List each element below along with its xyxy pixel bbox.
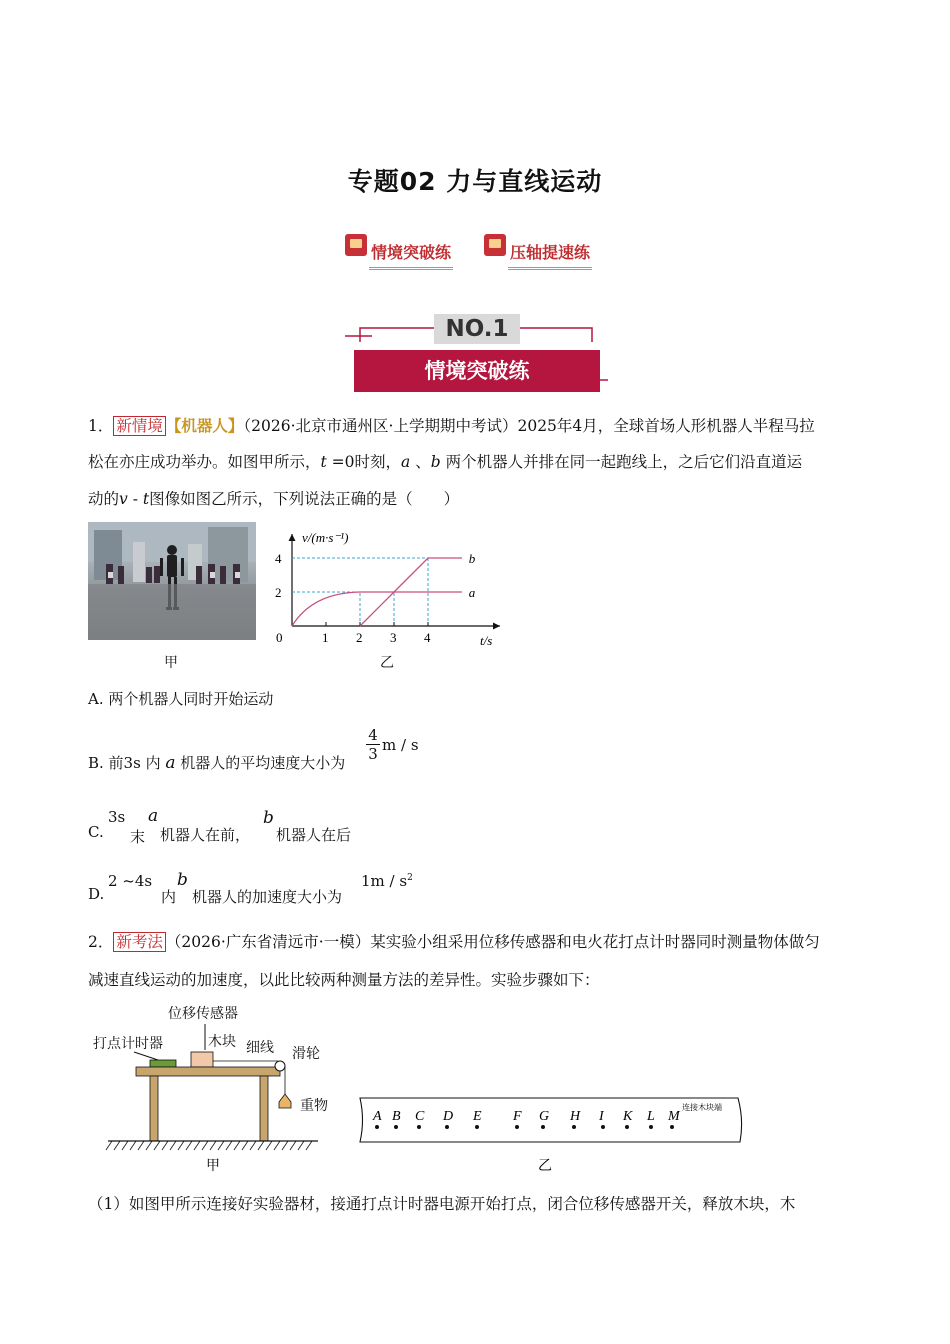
weight-icon <box>279 1094 291 1108</box>
tape-point-label: A <box>373 1109 382 1124</box>
q2-source: （2026·广东省清远市·一模） <box>165 933 371 951</box>
hatch-line <box>114 1141 120 1150</box>
y-axis-label: v/(m·s⁻¹) <box>302 530 349 545</box>
var-a: a <box>401 453 411 471</box>
q2-number: 2． <box>88 933 114 951</box>
caption-jia: 甲 <box>164 655 178 671</box>
hatch-line <box>242 1141 248 1150</box>
tape-point-label: D <box>443 1109 454 1124</box>
q2-line2: 减速直线运动的加速度，以此比较两种测量方法的差异性。实验步骤如下： <box>88 971 600 989</box>
q1-line1 <box>88 407 864 445</box>
x-tick-label: 1 <box>322 630 329 645</box>
label-block: 木块 <box>208 1033 236 1049</box>
x-tick-label: 4 <box>424 630 431 645</box>
tab-label: 情境突破练 <box>369 240 453 270</box>
q1-line2 <box>88 444 864 481</box>
hatch-line <box>154 1141 160 1150</box>
q2-tag: 新考法 <box>113 932 166 952</box>
tab-icon <box>484 234 506 256</box>
robot-marathon-photo <box>88 522 256 640</box>
option-c-tail: 机器人在后 <box>276 826 352 844</box>
hatch-line <box>290 1141 296 1150</box>
text: 松在亦庄成功举办。如图甲所示， <box>88 453 321 471</box>
text: 时刻， <box>354 453 402 471</box>
option-d-value <box>361 872 413 890</box>
var-b: b <box>177 870 188 890</box>
table-leg <box>260 1076 268 1141</box>
q1-text: 2025年4月，全球首场人形机器人半程马拉 <box>517 417 815 435</box>
table-leg <box>150 1076 158 1141</box>
timer-icon <box>150 1060 176 1067</box>
vt-graph <box>262 526 512 656</box>
text: =0 <box>326 453 355 471</box>
option-d-label: D. <box>88 885 105 903</box>
text: 动的 <box>88 490 120 508</box>
pulley-icon <box>275 1061 285 1071</box>
hatch-line <box>138 1141 144 1150</box>
q2-line1 <box>88 924 864 961</box>
banner-label: 情境突破练 <box>354 350 600 392</box>
ground-hatch <box>106 1141 312 1150</box>
option-d-in: 内 <box>161 888 177 906</box>
tape-point-label: M <box>668 1109 680 1124</box>
tape-point-label: L <box>647 1109 655 1124</box>
hatch-line <box>202 1141 208 1150</box>
q1-number: 1． <box>88 417 114 435</box>
hatch-line <box>250 1141 256 1150</box>
hatch-line <box>218 1141 224 1150</box>
caption-yi: 乙 <box>538 1159 552 1174</box>
tape-dot <box>417 1125 421 1129</box>
q1-tag: 新情境 <box>113 416 166 436</box>
hatch-line <box>130 1141 136 1150</box>
denominator: 3 <box>366 744 380 763</box>
q1-keyword: 【机器人】 <box>165 416 244 435</box>
hatch-line <box>106 1141 112 1150</box>
hatch-line <box>186 1141 192 1150</box>
tab-icon <box>345 234 367 256</box>
hatch-line <box>234 1141 240 1150</box>
tape-point-label: G <box>539 1109 550 1124</box>
option-a: A. 两个机器人同时开始运动 <box>88 690 274 708</box>
tape-dot <box>541 1125 545 1129</box>
var-b: b <box>263 808 274 828</box>
banner-number: NO.1 <box>434 314 520 344</box>
apparatus-diagram <box>88 1000 348 1180</box>
label-pulley: 滑轮 <box>292 1045 320 1061</box>
hatch-line <box>178 1141 184 1150</box>
origin-label: 0 <box>276 630 283 645</box>
tape-point-label: H <box>570 1109 581 1124</box>
q2-step1: （1）如图甲所示连接好实验器材，接通打点计时器电源开始打点，闭合位移传感器开关，释放木块，木 <box>88 1195 796 1213</box>
y-tick-label: 4 <box>275 551 282 566</box>
series-a-label: a <box>468 585 476 600</box>
timer-pointer <box>134 1052 158 1060</box>
q1-source: （2026·北京市通州区·上学期期中考试） <box>243 417 518 435</box>
var-t: t <box>142 490 150 508</box>
text: B. 前3s 内 <box>88 754 161 772</box>
option-c-label: C. <box>88 823 104 841</box>
fraction <box>366 726 380 763</box>
exponent: 2 <box>407 873 413 883</box>
option-b <box>88 752 345 773</box>
var-b: b <box>430 453 441 471</box>
tape-point-label: K <box>623 1109 633 1124</box>
label-timer: 打点计时器 <box>93 1035 163 1051</box>
photo-scene <box>88 522 256 640</box>
text: - <box>127 490 143 508</box>
option-d-range: 2 ~4s <box>108 872 153 890</box>
numerator: 4 <box>368 726 378 744</box>
hatch-line <box>282 1141 288 1150</box>
tape-point-label: C <box>415 1109 425 1124</box>
option-c-text: 机器人在前， <box>160 826 251 844</box>
option-c-end: 末 <box>130 828 146 846</box>
block-icon <box>191 1052 213 1067</box>
label-string: 细线 <box>246 1039 274 1055</box>
tape-dot <box>375 1125 379 1129</box>
y-tick-label: 2 <box>275 585 282 600</box>
hatch-line <box>226 1141 232 1150</box>
tape-dot <box>601 1125 605 1129</box>
hatch-line <box>306 1141 312 1150</box>
option-c-time: 3s <box>108 808 126 826</box>
text: 机器人的平均速度大小为 <box>180 754 346 772</box>
text: 图像如图乙所示，下列说法正确的是（ ） <box>149 490 460 508</box>
hatch-line <box>170 1141 176 1150</box>
tape-dot <box>625 1125 629 1129</box>
hatch-line <box>194 1141 200 1150</box>
hatch-line <box>146 1141 152 1150</box>
tape-dot <box>649 1125 653 1129</box>
value: 1m / s <box>361 872 408 890</box>
var-a: a <box>148 806 159 826</box>
tape-dot <box>445 1125 449 1129</box>
text: 、 <box>410 453 431 471</box>
var-v: v <box>119 490 128 508</box>
tape-point-label: E <box>473 1109 482 1124</box>
hatch-line <box>266 1141 272 1150</box>
tab-label: 压轴提速练 <box>508 240 592 270</box>
hatch-line <box>298 1141 304 1150</box>
tape-dot <box>515 1125 519 1129</box>
hatch-line <box>122 1141 128 1150</box>
x-axis-label: t/s <box>480 633 493 648</box>
tab-situation[interactable] <box>345 226 453 270</box>
x-tick-label: 2 <box>356 630 363 645</box>
tape-dot <box>475 1125 479 1129</box>
page-title: 专题02 力与直线运动 <box>347 167 603 196</box>
tape-point-label: B <box>392 1109 401 1124</box>
hatch-line <box>162 1141 168 1150</box>
q2-text: 某实验小组采用位移传感器和电火花打点计时器同时测量物体做匀 <box>370 933 820 951</box>
tab-advanced[interactable] <box>484 226 592 270</box>
tape-dot <box>572 1125 576 1129</box>
table-top <box>136 1067 280 1076</box>
tape-point-label: F <box>513 1109 522 1124</box>
hatch-line <box>258 1141 264 1150</box>
text: 两个机器人并排在同一起跑线上，之后它们沿直道运 <box>440 453 803 471</box>
caption-yi: 乙 <box>380 655 394 671</box>
hatch-line <box>274 1141 280 1150</box>
series-b-label: b <box>468 551 476 566</box>
tape-dot <box>670 1125 674 1129</box>
unit: m / s <box>382 736 419 754</box>
paper-tape <box>352 1096 752 1176</box>
caption-jia: 甲 <box>206 1159 220 1174</box>
var-a: a <box>165 753 176 773</box>
q1-line3 <box>88 481 864 518</box>
hatch-line <box>210 1141 216 1150</box>
tape-dot <box>394 1125 398 1129</box>
label-weight: 重物 <box>300 1097 328 1113</box>
var-t: t <box>320 453 327 471</box>
x-tick-label: 3 <box>390 630 397 645</box>
tape-end-label: 连接木块端 <box>682 1103 722 1112</box>
label-sensor: 位移传感器 <box>168 1005 238 1021</box>
tape-point-label: I <box>599 1109 604 1124</box>
option-d-text: 机器人的加速度大小为 <box>192 888 343 906</box>
